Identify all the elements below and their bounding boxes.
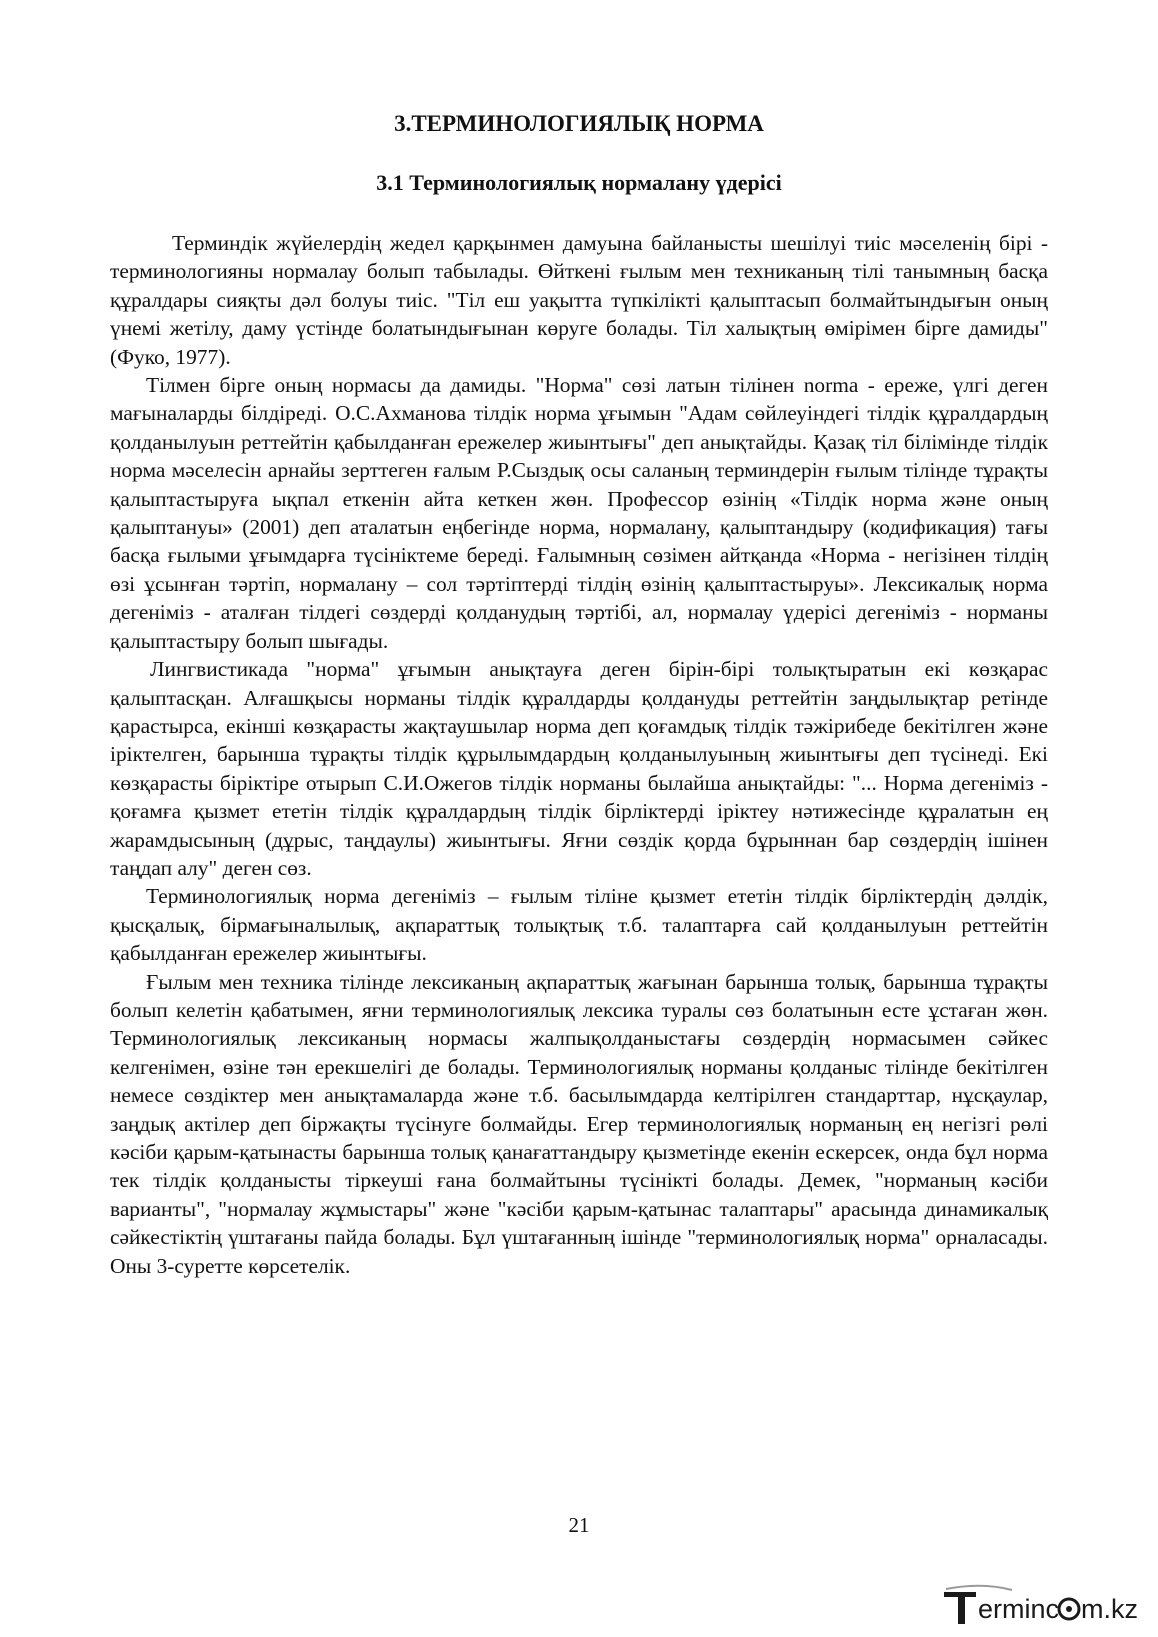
paragraph-1: Терминдік жүйелердің жедел қарқынмен дамуына байланысты шешілуі тиіс мәселенің бірі - терминологияны нормалау болып табылады. Өйткені ғылым мен техниканың тілі танымның басқа құралдары сияқты дәл болуы тиіс. "Тіл еш уақытта түпкілікті қалыптасып болмайтындығын оның үнемі жетілу, даму үстінде болатындығынан көруге болады. Тіл халықтың өмірімен бірге дамиды"(Фуко, 1977). xyxy=(110,231,1048,369)
paragraph-3: Лингвистикада "норма" ұғымын анықтауға деген бірін-бірі толықтыратын екі көзқарас қалыптасқан. Алғашқысы норманы тілдік құралдарды қолдануды реттейтін заңдылықтар ретінде қарастырса, екінші көзқарасты жақтаушылар норма деп қоғамдық тілдік тәжірибеде бекітілген және іріктелген, барынша тұрақты тілдік құрылымдардың қолданылуының жиынтығы деп түсінеді. Екі көзқарасты біріктіре отырып С.И.Ожегов тілдік норманы былайша анықтайды: "... Норма дегеніміз - қоғамға қызмет ететін тілдік құралдардың тілдік бірліктерді іріктеу нәтижесінде құралатын ең жарамдысының (дұрыс, таңдаулы) жиынтығы. Яғни сөздік қорда бұрыннан бар сөздердің ішінен таңдап алу" деген сөз. xyxy=(110,657,1048,880)
logo-o-dot-icon xyxy=(1066,1606,1072,1612)
paragraph-2: Тілмен бірге оның нормасы да дамиды. "Норма" сөзі латын тілінен norma - ереже, үлгі деген мағыналарды білдіреді. О.С.Ахманова тілдік норма ұғымын "Адам сөйлеуіндегі тілдік құралдардың қолданылуын реттейтін қабылданған ережелер жиынтығы" деп анықтайды. Қазақ тіл білімінде тілдік норма мәселесін арнайы зерттеген ғалым Р.Сыздық осы саланың терминдерін ғылым тілінде тұрақты қалыптастыруға ықпал еткенін айта кеткен жөн. Профессор өзінің «Тілдік норма және оның қалыптануы» (2001) деп аталатын еңбегінде норма, нормалану, қалыптандыру (кодификация) тағы басқа ғылыми ұғымдарға түсініктеме береді. Ғалымның сөзімен айтқанда «Норма - негізінен тілдің өзі ұсынған тәртіп, нормалану – сол тәртіптерді тілдің өзінің қалыптастыруы». Лексикалық норма дегеніміз - аталған тілдегі сөздерді қолданудың тәртібі, ал, нормалау үдерісі дегеніміз - норманы қалыптастыру болып шығады. xyxy=(110,373,1048,653)
chapter-title: 3.ТЕРМИНОЛОГИЯЛЫҚ НОРМА xyxy=(394,111,764,136)
logo-wordmark: erminc xyxy=(978,1594,1060,1624)
termincom-logo xyxy=(942,1584,1142,1628)
body-text xyxy=(110,229,1048,1280)
logo-wordmark-suffix: m.kz xyxy=(1081,1594,1138,1624)
page-number: 21 xyxy=(568,1513,590,1537)
paragraph-5: Ғылым мен техника тілінде лексиканың ақпараттық жағынан барынша толық, барынша тұрақты болып келетін қабатымен, яғни терминологиялық лексика туралы сөз болатынын есте ұстаған жөн. Терминологиялық лексиканың нормасы жалпықолданыстағы сөздердің нормасымен сәйкес келгенімен, өзіне тән ерекшелігі де болады. Терминологиялық норманы қолданыс тілінде бекітілген немесе сөздіктер мен анықтамаларда және т.б. басылымдарда келтірілген стандарттар, нұсқаулар, заңдық актілер деп біржақты түсінуге болмайды. Егер терминологиялық норманың ең негізгі рөлі кәсіби қарым-қатынасты барынша толық қанағаттандыру қызметінде екенін ескерсек, онда бұл норма тек тілдік қолданысты тіркеуші ғана болмайтыны түсінікті болады. Демек, "норманың кәсіби варианты", "нормалау жұмыстары" және "кәсіби қарым-қатынас талаптары" арасында динамикалық сәйкестіктің үштағаны пайда болады. Бұл үштағанның ішінде "терминологиялық норма" орналасады. Оны 3-суретте көрсетелік. xyxy=(110,969,1048,1278)
paragraph-4: Терминологиялық норма дегеніміз – ғылым тіліне қызмет ететін тілдік бірліктердің дәлдік, қысқалық, бірмағыналылық, ақпараттық толықтық т.б. талаптарға сай қолданылуын реттейтін қабылданған ережелер жиынтығы. xyxy=(110,884,1048,966)
section-title: 3.1 Терминологиялық нормалану үдерісі xyxy=(376,170,782,195)
